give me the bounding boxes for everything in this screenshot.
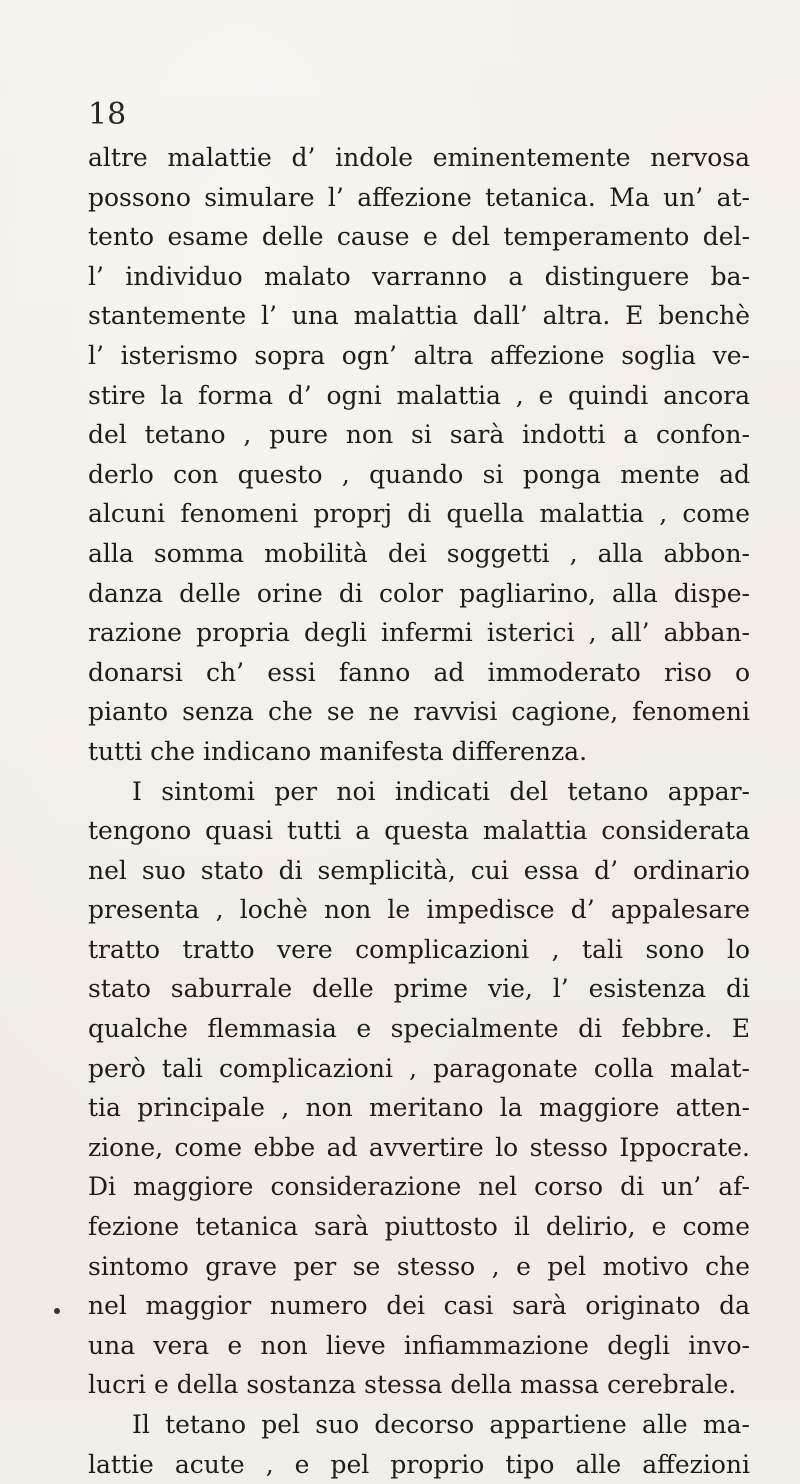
- text-line: lattie acute , e pel proprio tipo alle affezioni: [88, 1449, 750, 1479]
- text-line: derlo con questo , quando si ponga mente ad: [88, 459, 750, 489]
- text-line: zione, come ebbe ad avvertire lo stesso Ippocrate.: [88, 1132, 750, 1162]
- text-line: del tetano , pure non si sarà indotti a confon-: [88, 420, 750, 450]
- paragraph-end-line: lucri e della sostanza stessa della massa cerebrale.: [88, 1370, 737, 1400]
- text-line: fezione tetanica sarà piuttosto il delirio, e come: [88, 1212, 750, 1242]
- body-text: [88, 138, 750, 1484]
- text-line: qualche flemmasia e specialmente di febbre. E: [88, 1014, 750, 1044]
- text-line: alla somma mobilità dei soggetti , alla abbon-: [88, 538, 750, 568]
- text-line: razione propria degli infermi isterici , all’ abban-: [88, 618, 750, 648]
- text-line: nel maggior numero dei casi sarà originato da: [88, 1291, 750, 1321]
- text-line: una vera e non lieve infiammazione degli invo-: [88, 1330, 750, 1360]
- text-line: però tali complicazioni , paragonate colla malat-: [88, 1053, 750, 1083]
- margin-dot: [54, 1308, 60, 1314]
- text-line: tratto tratto vere complicazioni , tali sono lo: [88, 934, 750, 964]
- text-line: danza delle orine di color pagliarino, alla dispe-: [88, 578, 750, 608]
- text-line: donarsi ch’ essi fanno ad immoderato riso o: [88, 657, 750, 687]
- paragraph-start-line: I sintomi per noi indicati del tetano appar-: [132, 776, 750, 806]
- text-line: stire la forma d’ ogni malattia , e quindi ancora: [88, 380, 750, 410]
- text-line: nel suo stato di semplicità, cui essa d’ ordinario: [88, 855, 750, 885]
- text-line: stato saburrale delle prime vie, l’ esistenza di: [88, 974, 750, 1004]
- text-line: alcuni fenomeni proprj di quella malattia , come: [88, 499, 750, 529]
- text-line: tengono quasi tutti a questa malattia considerata: [88, 816, 750, 846]
- text-line: l’ individuo malato varranno a distinguere ba-: [88, 261, 750, 291]
- text-line: pianto senza che se ne ravvisi cagione, fenomeni: [88, 697, 750, 727]
- page-number: 18: [88, 97, 127, 132]
- text-line: stantemente l’ una malattia dall’ altra. E benchè: [88, 301, 750, 331]
- paragraph-start-line: Il tetano pel suo decorso appartiene alle ma-: [132, 1410, 750, 1439]
- text-line: tento esame delle cause e del temperamento del-: [88, 222, 750, 252]
- text-line: Di maggiore considerazione nel corso di un’ af-: [88, 1172, 750, 1202]
- text-line: possono simulare l’ affezione tetanica. Ma un’ at-: [88, 182, 750, 212]
- text-line: l’ isterismo sopra ogn’ altra affezione soglia ve-: [88, 340, 750, 370]
- paragraph-end-line: tutti che indicano manifesta differenza.: [88, 736, 588, 766]
- text-line: tia principale , non meritano la maggiore atten-: [88, 1093, 750, 1123]
- text-line: altre malattie d’ indole eminentemente nervosa: [88, 143, 750, 172]
- text-line: sintomo grave per se stesso , e pel motivo che: [88, 1251, 750, 1281]
- text-line: presenta , lochè non le impedisce d’ appalesare: [88, 895, 750, 925]
